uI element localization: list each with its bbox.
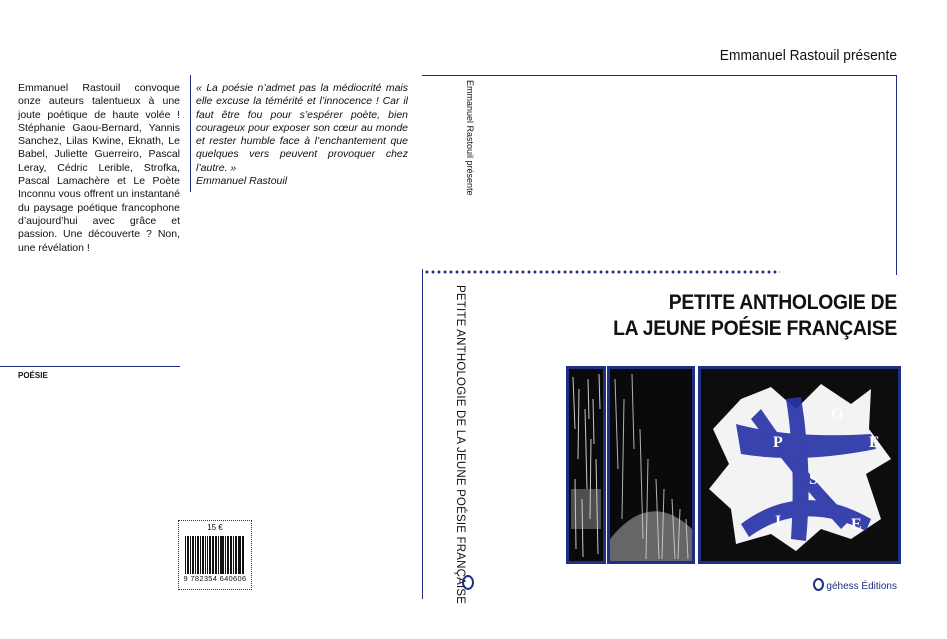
barcode: [178, 520, 252, 590]
dotted-rule: [424, 269, 780, 275]
barcode-bar: [205, 536, 206, 574]
author-presents: Emmanuel Rastouil présente: [719, 47, 897, 64]
genre-label: POÉSIE: [18, 371, 48, 380]
book-title: [558, 289, 897, 341]
barcode-bar: [243, 536, 244, 574]
barcode-bar: [221, 536, 222, 574]
barcode-bar: [203, 536, 204, 574]
spine-title: [454, 285, 466, 605]
isbn-number: 9 782354 640606: [183, 574, 247, 583]
back-cover-quote: [196, 82, 408, 188]
spine-rule: [422, 269, 423, 599]
quote-author: Emmanuel Rastouil: [196, 175, 288, 188]
price-label: 15 €: [207, 523, 223, 532]
spine-title-text: PETITE ANTHOLOGIE DE LA JEUNE POÉSIE FRANÇAISE: [454, 285, 466, 605]
letter-e1: E: [869, 434, 880, 451]
barcode-bar: [233, 536, 234, 574]
right-rule: [896, 75, 897, 275]
publisher-logo: [795, 578, 897, 592]
back-cover-divider: [0, 366, 180, 367]
quote-text: « La poésie n’admet pas la médiocrité mais elle excuse la témérité et l’innocence ! Car il faut être fou pour s’espérer poète, bien courageux pour exposer son cœur au monde et rester humble face à l’enchantement que quelques vers peuvent provoquer chez l’autre. »: [196, 82, 408, 174]
spine-logo-icon: [462, 575, 474, 590]
barcode-bar: [216, 536, 217, 574]
artwork-panel-middle: [607, 366, 695, 564]
book-title-line1: PETITE ANTHOLOGIE DE: [668, 290, 897, 314]
barcode-bar: [239, 536, 240, 574]
quote-divider: [190, 75, 191, 192]
artwork-panel-left: [566, 366, 606, 564]
top-rule: [422, 75, 896, 76]
poesie-star-artwork: [701, 369, 898, 561]
artwork-panel-poesie: [698, 366, 901, 564]
spine-author-presents-text: Emmanuel Rastouil présente: [465, 80, 475, 196]
publisher-name: géhess Éditions: [826, 581, 897, 592]
back-cover-blurb: Emmanuel Rastouil convoque onze auteurs talentueux à une joute poétique de haute volée ! Stéphanie Gaou-Bernard, Yannis Sanchez, Lilas Kwine, Eknath, Le Babel, Juliette Guerreiro, Pascal Leray, Cédric Lerible, Strofka, Pascal Lamachère et Le Poète Inconnu vous offrent un instantané du paysage poétique francophone d’aujourd’hui avec grâce et passion. Une découverte ? Non, une révélation !: [18, 82, 180, 254]
book-title-line2: LA JEUNE POÉSIE FRANÇAISE: [613, 316, 897, 340]
letter-e2: E: [851, 516, 862, 533]
barcode-bar: [193, 536, 194, 574]
brush-texture-middle: [610, 369, 692, 561]
publisher-logo-icon: [813, 578, 824, 591]
letter-s: S: [809, 471, 818, 488]
barcode-bar: [190, 536, 191, 574]
letter-p: P: [773, 434, 783, 451]
letter-i: I: [775, 513, 782, 530]
brush-texture-left: [569, 369, 603, 561]
letter-o: O: [831, 406, 844, 423]
barcode-bars: [185, 536, 245, 574]
